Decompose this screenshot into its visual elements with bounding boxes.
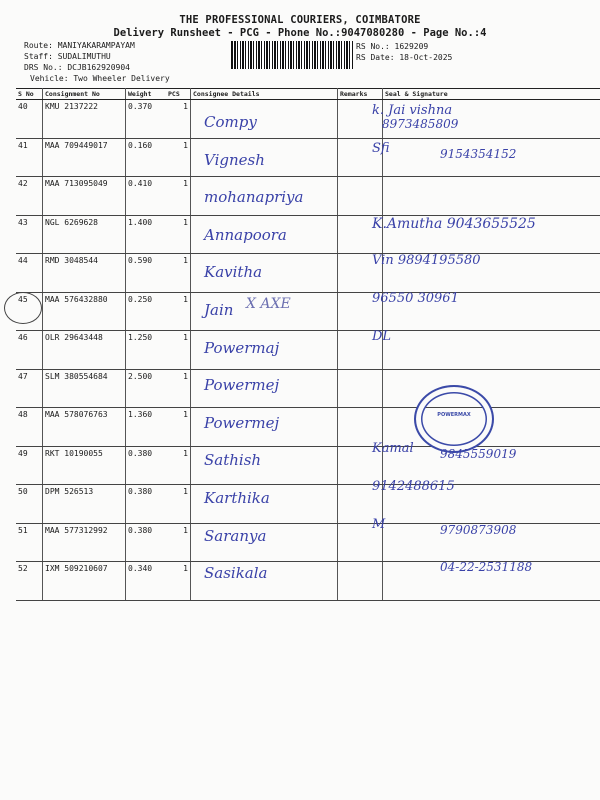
row-seal-cell: [383, 100, 600, 139]
row-consignee-cell: [191, 177, 338, 216]
signature-phone-handwriting: 9154354152: [440, 146, 517, 161]
signature-phone-handwriting: 9845559019: [440, 447, 517, 462]
row-consignee-cell: [191, 254, 338, 293]
signature-phone-handwriting: 9790873908: [440, 522, 517, 537]
consignee-handwriting: Saranya: [204, 526, 267, 545]
row-consignee-cell: [191, 485, 338, 524]
row-weight: 0.380: [126, 485, 167, 524]
table-row: [16, 100, 600, 139]
row-pcs: 1: [166, 100, 191, 139]
row-weight: 1.400: [126, 215, 167, 254]
row-seal-cell: [383, 177, 600, 216]
signature-handwriting: DL: [372, 328, 392, 344]
signature-phone-handwriting: 8973485809: [382, 117, 459, 131]
vehicle-label: Vehicle: Two Wheeler Delivery: [30, 74, 170, 83]
row-sno: 51: [16, 523, 43, 562]
row-consignee-cell: [191, 523, 338, 562]
consignee-handwriting: Annapoora: [204, 225, 287, 244]
row-consignment-no: MAA 577312992: [43, 523, 126, 562]
row-remarks-cell: [338, 369, 383, 408]
row-consignee-cell: [191, 369, 338, 408]
row-consignee-cell: [191, 292, 338, 331]
runsheet-title: Delivery Runsheet - PCG - Phone No.:9047080280 - Page No.:4: [113, 27, 487, 39]
row-sno: 46: [16, 331, 43, 370]
col-pcs: PCS: [166, 89, 191, 100]
row-consignment-no: DPM 526513: [43, 485, 126, 524]
consignee-handwriting: Sathish: [204, 451, 262, 470]
row-weight: 0.370: [126, 100, 167, 139]
consignee-handwriting: mohanapriya: [204, 188, 304, 207]
row-weight: 1.360: [126, 408, 167, 447]
row-remarks-cell: [338, 138, 383, 177]
col-consignee: Consignee Details: [191, 89, 338, 100]
row-sno: 44: [16, 254, 43, 293]
row-sno: 43: [16, 215, 43, 254]
row-pcs: 1: [166, 177, 191, 216]
consignee-handwriting: Powermej: [204, 376, 280, 395]
consignee-handwriting: Powermaj: [204, 338, 280, 357]
row-pcs: 1: [166, 292, 191, 331]
table-row: [16, 523, 600, 562]
rs-number: RS No.: 1629209: [356, 42, 429, 51]
barcode: [231, 41, 353, 69]
table-row: [16, 408, 600, 447]
row-pcs: 1: [166, 138, 191, 177]
row-consignment-no: MAA 576432880: [43, 292, 126, 331]
row-consignee-cell: [191, 331, 338, 370]
col-consignment: Consignment No: [43, 89, 126, 100]
table-row: [16, 331, 600, 370]
signature-handwriting: Vin 9894195580: [372, 253, 481, 269]
row-weight: 0.590: [126, 254, 167, 293]
row-seal-cell: [383, 331, 600, 370]
company-seal-stamp: [414, 385, 494, 453]
row-pcs: 1: [166, 215, 191, 254]
row-consignee-cell: [191, 562, 338, 601]
table-row: [16, 292, 600, 331]
row-remarks-cell: [338, 215, 383, 254]
row-remarks-cell: [338, 562, 383, 601]
signature-phone-handwriting: 04-22-2531188: [440, 560, 533, 575]
row-seal-cell: [383, 446, 600, 485]
row-remarks-cell: [338, 254, 383, 293]
row-pcs: 1: [166, 485, 191, 524]
row-sno: 45: [16, 292, 43, 331]
axe-annotation: X AXE: [246, 296, 291, 312]
row-consignee-cell: [191, 138, 338, 177]
row-seal-cell: [383, 485, 600, 524]
row-pcs: 1: [166, 562, 191, 601]
row-sno: 52: [16, 562, 43, 601]
row-seal-cell: [383, 215, 600, 254]
row-weight: 0.380: [126, 523, 167, 562]
row-sno: 41: [16, 138, 43, 177]
row-remarks-cell: [338, 100, 383, 139]
signature-handwriting: Sfi: [372, 140, 390, 156]
row-weight: 2.500: [126, 369, 167, 408]
table-row: [16, 254, 600, 293]
signature-handwriting: 9142488615: [372, 479, 455, 494]
table-row: [16, 562, 600, 601]
row-consignment-no: SLM 380554684: [43, 369, 126, 408]
row-consignee-cell: [191, 408, 338, 447]
row-consignment-no: NGL 6269628: [43, 215, 126, 254]
row-weight: 0.380: [126, 446, 167, 485]
circled-row-mark: [4, 292, 42, 324]
consignee-handwriting: Powermej: [204, 413, 280, 432]
row-weight: 0.410: [126, 177, 167, 216]
row-weight: 1.250: [126, 331, 167, 370]
row-seal-cell: [383, 292, 600, 331]
signature-handwriting: K.Amutha 9043655525: [372, 215, 536, 232]
row-seal-cell: [383, 562, 600, 601]
row-sno: 42: [16, 177, 43, 216]
consignee-handwriting: Compy: [204, 113, 257, 131]
row-remarks-cell: [338, 485, 383, 524]
row-consignment-no: IXM 509210607: [43, 562, 126, 601]
row-sno: 49: [16, 446, 43, 485]
table-row: [16, 485, 600, 524]
row-remarks-cell: [338, 177, 383, 216]
table-row: [16, 177, 600, 216]
row-consignment-no: RMD 3048544: [43, 254, 126, 293]
table-row: [16, 138, 600, 177]
row-seal-cell: [383, 138, 600, 177]
row-consignee-cell: [191, 215, 338, 254]
row-pcs: 1: [166, 254, 191, 293]
row-consignment-no: MAA 713095049: [43, 177, 126, 216]
signature-handwriting: 96550 30961: [372, 291, 459, 306]
rs-date: RS Date: 18-Oct-2025: [356, 53, 453, 62]
row-seal-cell: [383, 369, 600, 408]
signature-handwriting: Kamal: [372, 441, 414, 457]
row-consignment-no: RKT 10190055: [43, 446, 126, 485]
table-row: [16, 369, 600, 408]
consignee-handwriting: Vignesh: [204, 150, 265, 169]
consignee-handwriting: Jain: [204, 301, 234, 319]
table-header-row: [16, 89, 600, 100]
route-label: Route: MANIYAKARAMPAYAM: [24, 41, 135, 50]
row-remarks-cell: [338, 408, 383, 447]
row-sno: 47: [16, 369, 43, 408]
row-pcs: 1: [166, 523, 191, 562]
row-seal-cell: [383, 254, 600, 293]
staff-label: Staff: SUDALIMUTHU: [24, 52, 111, 61]
signature-handwriting: M: [372, 516, 386, 532]
signature-handwriting: k. Jai vishna: [372, 103, 453, 118]
row-pcs: 1: [166, 446, 191, 485]
row-consignment-no: KMU 2137222: [43, 100, 126, 139]
row-sno: 40: [16, 100, 43, 139]
col-remarks: Remarks: [338, 89, 383, 100]
row-weight: 0.340: [126, 562, 167, 601]
consignee-handwriting: Sasikala: [204, 564, 268, 583]
row-consignment-no: OLR 29643448: [43, 331, 126, 370]
row-consignment-no: MAA 709449017: [43, 138, 126, 177]
drs-number: DRS No.: DCJB162920904: [24, 63, 130, 72]
col-seal: Seal & Signature: [383, 89, 600, 100]
row-seal-cell: [383, 523, 600, 562]
row-sno: 48: [16, 408, 43, 447]
consignee-handwriting: Karthika: [204, 489, 270, 507]
stamp-text: POWERMAX: [437, 412, 471, 418]
row-pcs: 1: [166, 408, 191, 447]
row-pcs: 1: [166, 331, 191, 370]
company-name: THE PROFESSIONAL COURIERS, COIMBATORE: [179, 14, 421, 26]
row-consignee-cell: [191, 100, 338, 139]
row-consignee-cell: [191, 446, 338, 485]
row-pcs: 1: [166, 369, 191, 408]
row-weight: 0.160: [126, 138, 167, 177]
row-remarks-cell: [338, 331, 383, 370]
col-weight: Weight: [126, 89, 167, 100]
row-remarks-cell: [338, 446, 383, 485]
row-consignment-no: MAA 578076763: [43, 408, 126, 447]
table-row: [16, 215, 600, 254]
row-sno: 50: [16, 485, 43, 524]
row-remarks-cell: [338, 292, 383, 331]
col-sno: S No: [16, 89, 43, 100]
consignee-handwriting: Kavitha: [204, 263, 263, 282]
table-row: [16, 446, 600, 485]
runsheet-table: [16, 88, 600, 601]
row-weight: 0.250: [126, 292, 167, 331]
row-remarks-cell: [338, 523, 383, 562]
